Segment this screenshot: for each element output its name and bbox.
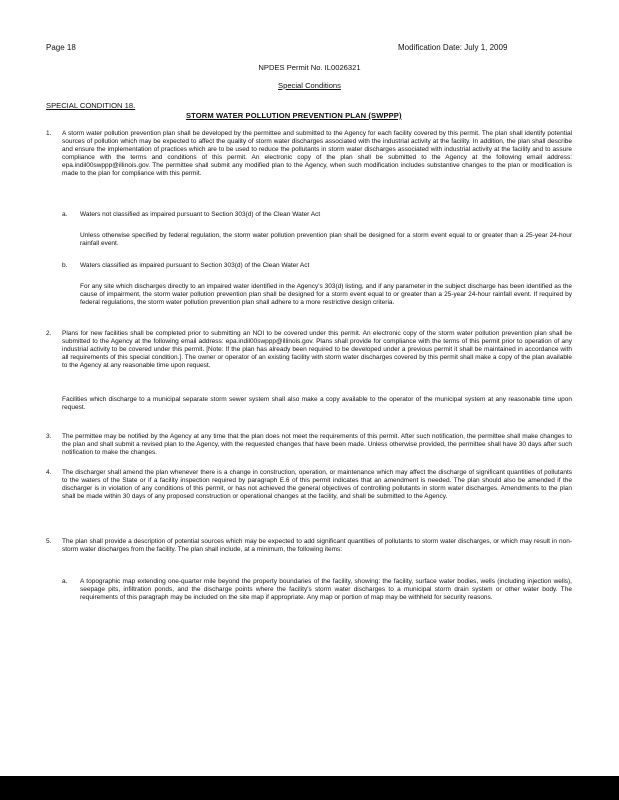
- item-number: 5.: [46, 538, 52, 545]
- item-number: 4.: [46, 469, 52, 476]
- page-number: Page 18: [46, 43, 76, 52]
- condition-label: SPECIAL CONDITION 18.: [46, 101, 136, 110]
- permit-number: NPDES Permit No. IL0026321: [258, 63, 361, 72]
- paragraph-2: Plans for new facilities shall be completed prior to submitting an NOI to be covered under this permit. An electronic copy of the storm water pollution prevention plan shall be submitted to the Agency at the following email address: epa.indil00swppp@illinois.gov. Plans shall provide for compliance with the terms of this permit prior to operation of any industrial activity to be covered under this permit. [Note: If the plan has already been required to be developed under a previous permit it shall be maintained in accordance with all requirements of this special condition.]. The owner or operator of an existing facility with storm water discharges covered by this permit shall make a copy of the plan available to the Agency at any reasonable time upon request.: [62, 330, 572, 370]
- scan-border-bar: [0, 776, 619, 800]
- paragraph-5: The plan shall provide a description of potential sources which may be expected to add significant quantities of pollutants to storm water discharges, or which may result in non-storm water discharges from the facility. The plan shall include, at a minimum, the following items:: [62, 538, 572, 554]
- paragraph-1a: Unless otherwise specified by federal regulation, the storm water pollution prevention plan shall be designed for a storm event equal to or greater than a 25-year 24-hour rainfall event.: [80, 232, 572, 248]
- item-number: 1.: [46, 130, 52, 137]
- condition-title: STORM WATER POLLUTION PREVENTION PLAN (SWPPP): [186, 111, 402, 120]
- item-letter: b.: [62, 262, 68, 269]
- paragraph-3: The permittee may be notified by the Agency at any time that the plan does not meet the requirements of this permit. After such notification, the permittee shall make changes to the plan and shall submit a revised plan to the Agency, with the requested changes that have been made. Unless otherwise provided, the permittee shall have 30 days after such notification to make the changes.: [62, 433, 572, 457]
- paragraph-1: A storm water pollution prevention plan shall be developed by the permittee and submitted to the Agency for each facility covered by this permit. The plan shall identify potential sources of pollution which may be expected to affect the quality of storm water discharges associated with the industrial activity at the facility. In addition, the plan shall describe and ensure the implementation of practices which are to be used to reduce the pollutants in storm water discharges associated with industrial activity at the facility and to assure compliance with the terms and conditions of this permit. An electronic copy of the plan shall be submitted to the Agency at the following email address: epa.indil00swppp@illinois.gov. The permittee shall submit any modified plan to the Agency, when such modification includes substantive changes to the plan or modification is made to the plan for compliance with this permit.: [62, 130, 572, 178]
- item-letter: a.: [62, 578, 68, 585]
- item-number: 3.: [46, 433, 52, 440]
- paragraph-1b-heading: Waters classified as impaired pursuant to Section 303(d) of the Clean Water Act: [80, 262, 310, 269]
- special-conditions-heading: Special Conditions: [278, 81, 341, 90]
- paragraph-1b: For any site which discharges directly to an impaired water identified in the Agency's 303(d) listing, and if any parameter in the subject discharge has been identified as the cause of impairment, the storm water pollution prevention plan shall be designed for a storm event equal to or greater than a 25-year 24-hour rainfall event. If required by federal regulations, the storm water pollution prevention plan shall adhere to a more restrictive design criteria.: [80, 283, 572, 307]
- paragraph-5a: A topographic map extending one-quarter mile beyond the property boundaries of the facility, showing: the facility, surface water bodies, wells (including injection wells), seepage pits, infiltration ponds, and the discharge points where the facility's storm water discharges to a municipal storm drain system or other water body. The requirements of this paragraph may be included on the site map if appropriate. Any map or portion of map may be withheld for security reasons.: [80, 578, 572, 602]
- paragraph-1a-heading: Waters not classified as impaired pursuant to Section 303(d) of the Clean Water Act: [80, 211, 321, 218]
- modification-date: Modification Date: July 1, 2009: [398, 43, 508, 52]
- item-letter: a.: [62, 211, 68, 218]
- paragraph-2-continued: Facilities which discharge to a municipal separate storm sewer system shall also make a copy available to the operator of the municipal system at any reasonable time upon request.: [62, 396, 572, 412]
- paragraph-4: The discharger shall amend the plan whenever there is a change in construction, operation, or maintenance which may affect the discharge of significant quantities of pollutants to the waters of the State or if a facility inspection required by paragraph E.6 of this permit indicates that an amendment is needed. The plan should also be amended if the discharger is in violation of any conditions of this permit, or has not achieved the general objectives of controlling pollutants in storm water discharges. Amendments to the plan shall be made within 30 days of any proposed construction or operational changes at the facility, and shall be submitted to the Agency.: [62, 469, 572, 501]
- item-number: 2.: [46, 330, 52, 337]
